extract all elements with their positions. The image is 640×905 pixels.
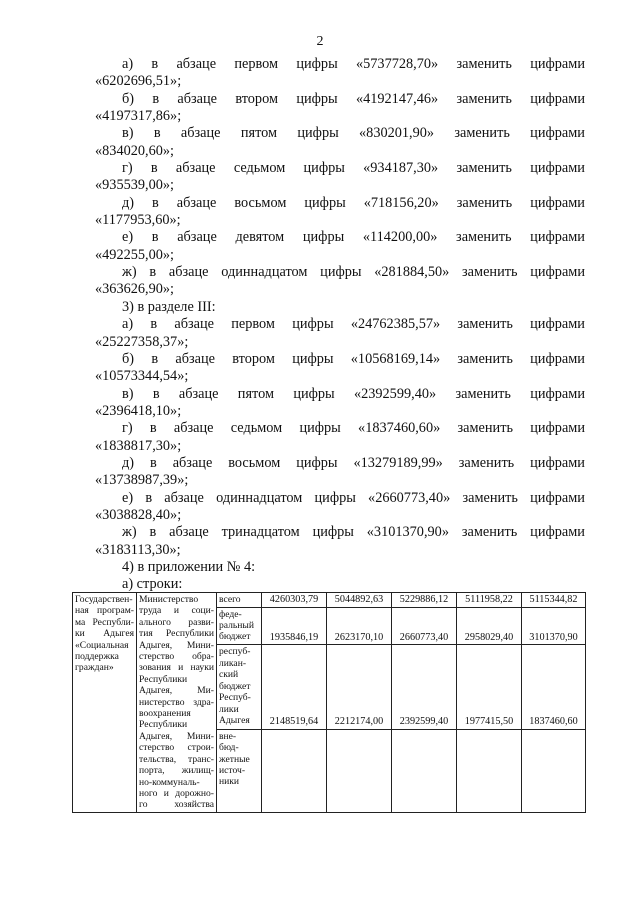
word: абзаце [164,489,204,506]
executor-line: ного и дорожно- [139,787,214,799]
value-cell: 3101370,90 [522,607,586,645]
funding-source-line: ники [219,776,240,788]
paragraph-line: а) строки: [122,576,183,593]
word: абзаце [169,524,209,541]
word: цифры [314,489,356,506]
value-cell: 2392599,40 [392,645,457,729]
word: абзаце [173,420,214,437]
paragraph-line: «935539,00»; [95,177,175,194]
word: в) [122,385,134,402]
word: цифры [292,350,334,367]
value-cell [262,729,327,812]
word: в [150,316,158,333]
value-cell: 2623170,10 [327,607,392,645]
word: одиннадцатом [221,264,308,281]
paragraph-line: «2396418,10»; [95,402,182,419]
word: е) [122,489,134,506]
word: б) [122,350,135,367]
word: пятом [240,125,278,142]
word: «281884,50» [374,264,450,281]
funding-source-line: бюджет [219,631,251,643]
word: одиннадцатом [216,489,303,506]
word: заменить [462,489,518,506]
word: цифры [312,524,354,541]
word: первом [231,316,275,333]
word: цифрами [530,264,585,281]
paragraph-line [95,125,585,142]
word: первом [234,56,279,72]
funding-source-line: бюджет [219,680,251,692]
paragraph-line: «1838817,30»; [95,437,182,454]
program-line: граждан» [75,662,114,674]
funding-source-line: феде- [219,608,242,620]
word: «830201,90» [359,125,435,142]
word: абзаце [172,454,213,471]
word: цифры [296,56,338,72]
word: г) [122,420,133,437]
value-cell: 1837460,60 [522,645,586,729]
word: цифры [292,316,334,333]
paragraph-line [95,264,585,281]
word: цифрами [530,350,585,367]
paragraph-line: «10573344,54»; [95,368,189,385]
word: «4192147,46» [355,90,439,107]
word: абзаце [176,194,217,211]
word: цифры [293,385,335,402]
value-cell [392,729,457,812]
paragraph-line [95,195,585,212]
paragraph-line [95,56,585,73]
word: в [145,489,153,506]
program-cell [73,593,137,813]
word: седьмом [230,420,283,437]
word: е) [122,229,134,246]
word: в [149,264,157,281]
word: втором [232,350,275,367]
word: в [151,229,159,246]
executor-line: Адыгея, Ми- [139,685,214,697]
funding-source-line: вне- [219,730,237,742]
word: заменить [462,264,518,281]
word: цифрами [530,229,585,246]
word: заменить [454,125,510,142]
word: в [151,56,159,72]
word: б) [122,90,135,107]
value-cell [522,729,586,812]
word: абзаце [177,229,217,246]
word: «13279189,99» [353,454,443,471]
executor-line: Республики [139,673,188,685]
funding-source-cell [217,593,262,608]
word: абзаце [176,56,217,72]
word: заменить [458,454,515,471]
executor-line: Министерство [139,594,199,605]
word: седьмом [233,160,286,177]
word: цифры [302,229,345,246]
word: г) [122,160,133,177]
paragraph-line [95,160,585,177]
word: заменить [456,194,513,211]
paragraph-line [95,91,585,108]
word: в [149,524,157,541]
word: цифры [303,160,345,177]
paragraph-line: «25227358,37»; [95,333,189,350]
executor-line: нистерство здра- [139,696,214,708]
paragraph-line: «6202696,51»; [95,73,182,90]
value-cell: 2148519,64 [262,645,327,729]
funding-source-line: ский [219,669,239,681]
program-line: «Социальная [75,639,129,651]
paragraph-line: «834020,60»; [95,142,175,159]
paragraph-line [95,229,585,246]
word: в [152,385,160,402]
paragraph-line [95,490,585,507]
word: абзаце [175,350,215,367]
word: цифры [296,90,338,107]
word: «718156,20» [363,194,439,211]
word: цифрами [530,524,585,541]
paragraph-line: «4197317,86»; [95,108,182,125]
word: абзаце [175,160,216,177]
funding-source-line: Адыгея [219,714,250,726]
value-cell: 5044892,63 [327,593,392,608]
word: «934187,30» [363,160,439,177]
word: в [150,160,158,177]
value-cell: 2958029,40 [457,607,522,645]
executor-line: стерство обра- [139,651,214,663]
word: цифры [299,420,341,437]
executor-line: порта, жилищ- [139,765,214,777]
word: «3101370,90» [366,524,449,541]
word: заменить [456,229,512,246]
program-line: ма Республи- [75,616,134,628]
word: абзаце [174,316,214,333]
funding-source-line: бюд- [219,742,239,754]
word: абзаце [177,90,218,107]
paragraph-line [95,351,585,368]
executor-line: Адыгея, Мини- [139,639,214,651]
word: цифрами [530,125,585,142]
word: в [149,454,157,471]
executor-line: зования и науки [139,662,214,674]
executor-line: ального разви- [139,616,214,628]
value-cell: 2212174,00 [327,645,392,729]
value-cell [327,729,392,812]
executor-line: го хозяйства [139,799,214,811]
funding-source-line: источ- [219,764,246,776]
word: в [149,420,157,437]
word: а) [122,56,134,72]
word: цифрами [530,316,585,333]
paragraph-line: «13738987,39»; [95,472,189,489]
word: «24762385,57» [350,316,441,333]
word: цифрами [530,194,585,211]
word: д) [122,194,135,211]
program-line: поддержка [75,651,119,663]
program-line: ная програм- [75,605,134,617]
funding-source-line: всего [219,594,241,605]
executor-line: тельства, транс- [139,753,214,765]
word: заменить [456,56,512,72]
word: заменить [457,420,513,437]
value-cell: 1935846,19 [262,607,327,645]
funding-source-cell [217,729,262,812]
word: заменить [457,316,513,333]
program-line: Государствен- [75,594,133,605]
word: цифры [304,194,346,211]
word: цифрами [530,160,585,177]
word: «5737728,70» [355,56,439,72]
word: в [151,350,159,367]
word: абзаце [178,385,219,402]
executor-line: воохранения [139,708,191,720]
word: цифры [297,125,339,142]
funding-source-line: респуб- [219,646,251,658]
word: «2392599,40» [353,385,437,402]
word: «1837460,60» [358,420,441,437]
executor-line: стерство строи- [139,742,214,754]
word: заменить [456,90,512,107]
funding-source-cell [217,607,262,645]
value-cell [457,729,522,812]
paragraph-line: «363626,90»; [95,281,175,298]
funding-source-line: лики [219,703,239,715]
funding-source-cell [217,645,262,729]
executor-line: Адыгея, Мини- [139,730,214,742]
word: заменить [456,160,512,177]
word: цифрами [530,489,585,506]
word: абзаце [168,264,209,281]
paragraph-line: «3038828,40»; [95,506,182,523]
value-cell: 5111958,22 [457,593,522,608]
executor-line: труда и соци- [139,605,214,617]
word: цифры [296,454,338,471]
word: «10568169,14» [350,350,441,367]
paragraph-line [95,386,585,403]
word: а) [122,316,134,333]
word: ж) [122,264,137,281]
funding-source-line: ральный [219,620,255,632]
funding-source-line: жетные [219,753,250,765]
executor-line: тия Республики [139,628,214,640]
page-number: 2 [316,34,324,49]
word: девятом [235,229,285,246]
word: «114200,00» [362,229,438,246]
word: в [153,125,161,142]
paragraph-line: «1177953,60»; [95,212,181,229]
word: цифры [320,264,362,281]
executor-line: но-коммуналь- [139,776,200,788]
word: цифрами [530,454,585,471]
paragraph-line [95,420,585,437]
executors-cell [137,593,217,813]
word: абзаце [180,125,221,142]
paragraph-line: 4) в приложении № 4: [122,558,256,575]
funding-source-line: Респуб- [219,692,251,704]
word: восьмом [228,454,281,471]
word: в) [122,125,134,142]
word: в [152,194,159,211]
value-cell: 5229886,12 [392,593,457,608]
paragraph-line [95,316,585,333]
program-line: ки Адыгея [75,628,134,640]
document-body [95,56,585,594]
word: цифрами [530,90,585,107]
word: восьмом [234,194,287,211]
budget-table [72,592,586,813]
word: цифрами [530,56,585,72]
word: д) [122,454,135,471]
value-cell: 4260303,79 [262,593,327,608]
paragraph-line [95,524,585,541]
word: заменить [461,524,518,541]
word: «2660773,40» [368,489,451,506]
paragraph-line [95,455,585,472]
value-cell: 5115344,82 [522,593,586,608]
executor-line: Республики [139,719,188,731]
word: пятом [237,385,275,402]
word: заменить [457,350,513,367]
value-cell: 2660773,40 [392,607,457,645]
table-row [73,593,586,608]
paragraph-line: 3) в разделе III: [122,298,216,315]
funding-source-line: ликан- [219,657,247,669]
word: цифрами [530,420,585,437]
word: заменить [455,385,511,402]
word: тринадцатом [221,524,300,541]
paragraph-line: «3183113,30»; [95,541,181,558]
word: в [152,90,160,107]
word: втором [235,90,279,107]
value-cell: 1977415,50 [457,645,522,729]
word: ж) [122,524,137,541]
word: цифрами [530,385,585,402]
paragraph-line: «492255,00»; [95,246,175,263]
appendix-table [72,592,585,813]
